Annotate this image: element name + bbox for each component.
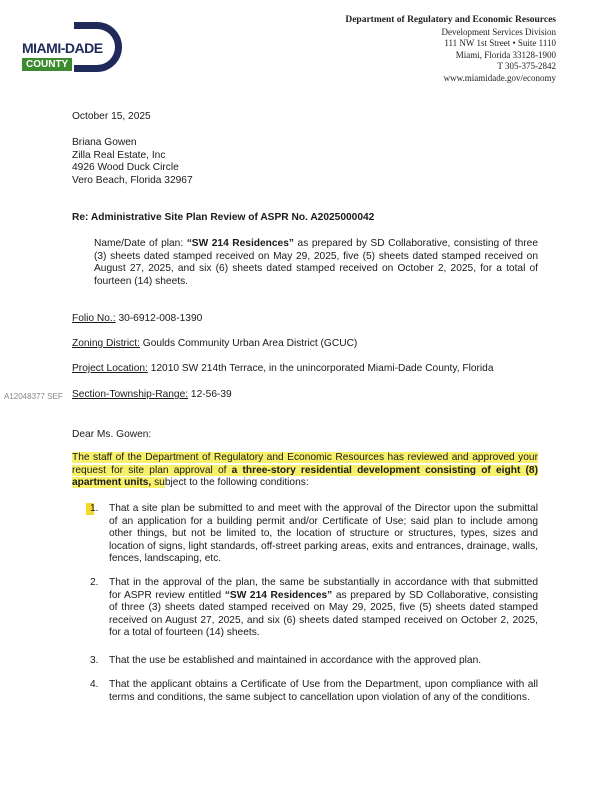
zoning-value: Goulds Community Urban Area District (GCUC) [139,338,358,349]
highlighted-text: The staff of the Department of Regulatory and Economic Resources has reviewed and approved your request for site plan approval of [72,452,538,476]
str-label: Section-Township-Range: [72,389,189,400]
location-line [72,363,494,376]
recipient-name: Briana Gowen [72,137,137,148]
condition-text [109,577,538,640]
letterhead-address [345,15,556,84]
condition-item [90,655,538,668]
plan-details: as prepared by SD Collaborative, consisting of three (3) sheets dated stamped received on May 29, 2025, five (5) sheets dated stamped received on August 27, 2025, and six (6) sheets dated stamped received on October 2, 2025, for a total of fourteen (14) sheets. [94,238,538,287]
letter-date: October 15, 2025 [72,111,151,122]
highlighted-text-end: su [151,477,165,489]
development-description: a three-story residential development consisting of eight (8) apartment units, [72,464,538,489]
condition-number: 2. [90,577,99,588]
website-link[interactable]: www.miamidade.gov/economy [443,72,556,83]
address-line-2: Miami, Florida 33128-1900 [455,49,556,60]
plan-name: “SW 214 Residences” [186,238,294,249]
phone-number: T 305-375-2842 [497,61,556,71]
condition-item [90,577,538,640]
miami-dade-logo [20,22,130,74]
condition-number: 4. [90,679,99,690]
zoning-label: Zoning District: [72,338,140,349]
department-name: Department of Regulatory and Economic Resources [345,15,556,25]
folio-label: Folio No.: [72,313,116,324]
address-line-1: 111 NW 1st Street • Suite 1110 [444,38,556,48]
zoning-line [72,338,357,351]
recipient-street: 4926 Wood Duck Circle [72,162,179,174]
condition-text: That the use be established and maintained in accordance with the approved plan. [109,655,482,666]
subject-line: Re: Administrative Site Plan Review of ASPR No. A2025000042 [72,212,375,223]
condition-item [90,503,538,566]
condition-text: That a site plan be submitted to and meet with the approval of the Director upon the submittal of an application for a building permit and/or Certificate of Use; said plan to include among other things, but not be limited to, the location of structure or structures, types, sizes and location of signs, light standards, off-street parking areas, exits and entrances, drainage, walls, fences, landscaping, etc. [109,503,538,565]
salutation: Dear Ms. Gowen: [72,429,152,440]
condition-number: 3. [90,655,99,666]
recipient-block [72,137,193,187]
condition-plan-name: “SW 214 Residences” [224,589,333,601]
approval-paragraph [72,452,538,490]
conditions-intro: bject to the following conditions: [164,477,309,489]
logo-wordmark: MIAMI-DADE [22,40,103,56]
location-label: Project Location: [72,363,148,374]
logo-county-label: COUNTY [22,58,72,71]
str-value: 12-56-39 [188,389,232,400]
document-side-id: A12048377 SEF [4,392,63,401]
condition-text: That the applicant obtains a Certificate of Use from the Department, upon compliance with all terms and conditions, the same subject to cancellation upon violation of any of the conditions. [109,679,538,703]
recipient-company: Zilla Real Estate, Inc [72,149,166,161]
plan-description [94,238,538,288]
folio-line [72,313,202,326]
section-township-range-line [72,389,232,402]
division-name: Development Services Division [441,26,556,37]
plan-label: Name/Date of plan: [94,238,187,249]
condition-text-end: as prepared by SD Collaborative, consisting of three (3) sheets dated stamped received on May 29, 2025, five (5) sheets dated stamped received on August 27, 2025, and six (6) sheets dated stamped received on October 2, 2025, for a total of fourteen (14) sheets. [109,589,538,639]
condition-item [90,679,538,704]
folio-value: 30-6912-008-1390 [115,313,203,324]
location-value: 12010 SW 214th Terrace, in the unincorporated Miami-Dade County, Florida [147,363,494,374]
recipient-city: Vero Beach, Florida 32967 [72,174,193,186]
condition-number: 1. [90,503,99,514]
condition-text-start: That in the approval of the plan, the same be substantially in accordance with that submitted for ASPR review entitled [109,577,538,601]
